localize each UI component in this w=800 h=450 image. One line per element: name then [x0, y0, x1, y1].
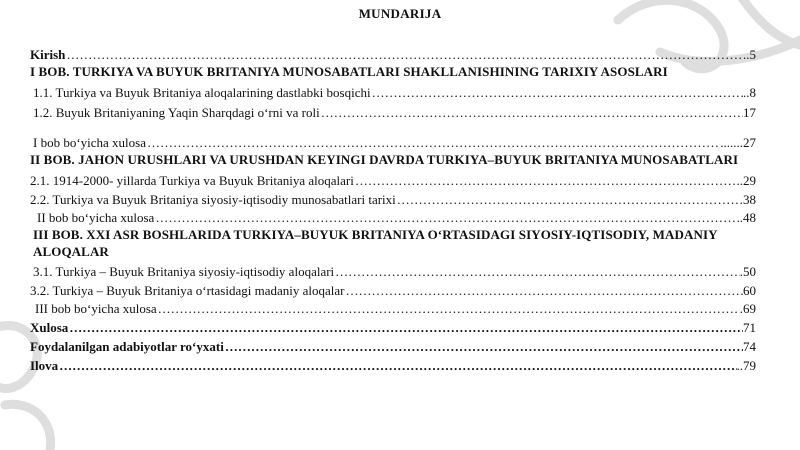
- toc-entry-label: 2.2. Turkiya va Buyuk Britaniya siyosiy-iqtisodiy munosabatlari tarixi: [30, 192, 396, 207]
- toc-entry-label: 3.1. Turkiya – Buyuk Britaniya siyosiy-iqtisodiy aloqalari: [33, 264, 335, 279]
- toc-dot-leader: [147, 134, 720, 151]
- toc-page-number: .69: [739, 301, 756, 316]
- toc-entry-label: I bob bo‘yicha xulosa: [33, 135, 147, 150]
- toc-page-number: 38: [743, 192, 756, 207]
- toc-dot-leader: [397, 191, 743, 208]
- toc-entry-chapter-1-summary[interactable]: [30, 134, 756, 151]
- toc-page-number: 74: [743, 339, 756, 354]
- toc-dot-leader: [372, 84, 743, 101]
- toc-entry-label: Foydalanilgan adabiyotlar ro‘yxati: [30, 339, 224, 354]
- toc-entry-label: Ilova: [30, 358, 59, 373]
- toc-dot-leader: [155, 209, 739, 226]
- toc-dot-leader: [59, 357, 736, 374]
- toc-entry-label: 1.2. Buyuk Britaniyaning Yaqin Sharqdagi o‘rni va roli: [33, 105, 320, 120]
- toc-dot-leader: [158, 300, 740, 317]
- toc-entry-label: II bob bo‘yicha xulosa: [37, 210, 155, 225]
- toc-page-number: 17: [743, 105, 756, 120]
- page-title: MUNDARIJA: [358, 6, 442, 21]
- toc-page-number: 60: [743, 283, 756, 298]
- toc-entry-label: III bob bo‘yicha xulosa: [35, 301, 157, 316]
- toc-entry-label: 1.1. Turkiya va Buyuk Britaniya aloqalarining dastlabki bosqichi: [33, 85, 371, 100]
- toc-entry-chapter-2-summary[interactable]: [30, 209, 756, 226]
- toc-entry-3-1[interactable]: [30, 263, 756, 280]
- toc-page-number: ..5: [743, 47, 756, 62]
- toc-entry-label: 3.2. Turkiya – Buyuk Britaniya o‘rtasidagi madaniy aloqalar: [30, 283, 345, 298]
- toc-page-number: ..79: [736, 358, 756, 373]
- toc-page-number: .48: [739, 210, 756, 225]
- toc-page-number: ..29: [736, 173, 756, 188]
- toc-entry-2-1[interactable]: [30, 172, 756, 189]
- toc-entry-2-2[interactable]: [30, 191, 756, 208]
- toc-entry-label: Kirish: [30, 47, 66, 62]
- toc-dot-leader: [321, 104, 743, 121]
- toc-entry-label: 2.1. 1914-2000- yillarda Turkiya va Buyuk Britaniya aloqalari: [30, 173, 354, 188]
- toc-entry-kirish[interactable]: [30, 46, 756, 63]
- toc-dot-leader: [225, 338, 743, 355]
- toc-entry-xulosa[interactable]: [30, 319, 756, 336]
- toc-dot-leader: [355, 172, 737, 189]
- toc-page-number: .50: [739, 264, 756, 279]
- chapter-3-heading[interactable]: III BOB. XXI ASR BOSHLARIDA TURKIYA–BUYUK BRITANIYA O‘RTASIDAGI SIYOSIY-IQTISODIY, MADANIY ALOQALAR: [33, 227, 718, 259]
- toc-dot-leader: [345, 282, 743, 299]
- chapter-1-heading[interactable]: I BOB. TURKIYA VA BUYUK BRITANIYA MUNOSABATLARI SHAKLLANISHINING TARIXIY ASOSLARI: [30, 64, 668, 79]
- toc-entry-ilova[interactable]: [30, 357, 756, 374]
- toc-entry-adabiyotlar[interactable]: [30, 338, 756, 355]
- toc-list: [30, 46, 756, 374]
- toc-dot-leader: [66, 46, 743, 63]
- spacer: [30, 121, 756, 132]
- toc-page-number: 71: [743, 320, 756, 335]
- toc-dot-leader: [335, 263, 740, 280]
- toc-dot-leader: [69, 319, 743, 336]
- toc-entry-3-2[interactable]: [30, 282, 756, 299]
- toc-page-number: .......27: [720, 135, 756, 150]
- toc-page-number: ..8: [743, 85, 756, 100]
- toc-entry-label: Xulosa: [30, 320, 69, 335]
- toc-entry-chapter-3-summary[interactable]: [30, 300, 756, 317]
- toc-entry-1-2[interactable]: [30, 104, 756, 121]
- toc-entry-1-1[interactable]: [30, 84, 756, 101]
- chapter-2-heading[interactable]: II BOB. JAHON URUSHLARI VA URUSHDAN KEYINGI DAVRDA TURKIYA–BUYUK BRITANIYA MUNOSABATLARI: [30, 152, 739, 167]
